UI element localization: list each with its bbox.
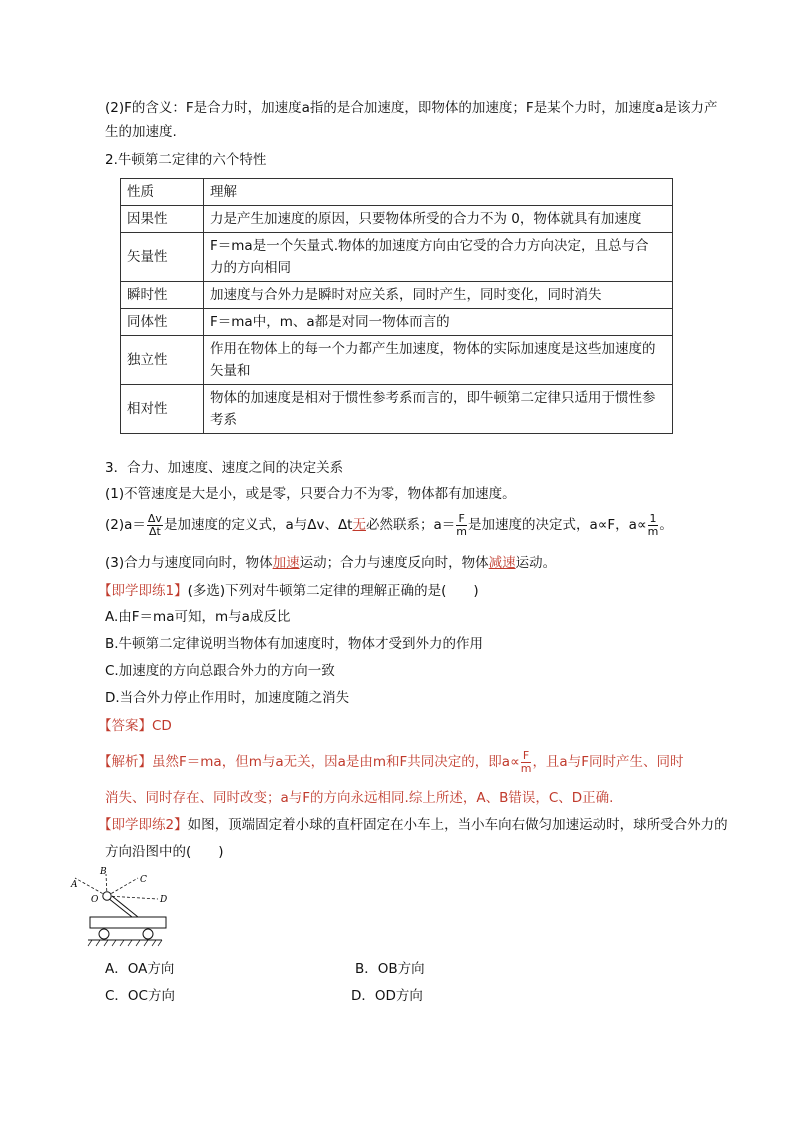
- wheel-right: [143, 929, 153, 939]
- para-2-line-1: (2)F的含义：F是合力时，加速度a指的是合加速度，即物体的加速度；F是某个力时，加速度a是该力产: [105, 100, 718, 116]
- property-desc: [204, 282, 673, 309]
- question-tag: 【即学即练2】: [98, 817, 188, 833]
- fraction-denominator: Δt: [149, 524, 161, 538]
- label-b: B: [100, 867, 107, 877]
- properties-table: [120, 178, 673, 434]
- question-1-stem: [98, 581, 479, 601]
- property-desc: [204, 206, 673, 233]
- question-2-option-b: B．OB方向: [355, 961, 425, 977]
- property-name: 矢量性: [121, 233, 204, 282]
- fraction-f-m: [521, 750, 532, 775]
- property-name: 独立性: [121, 336, 204, 385]
- property-name: 同体性: [121, 309, 204, 336]
- table-row: [121, 336, 673, 385]
- fraction-numerator: F: [456, 513, 467, 526]
- section-3-item-3: [105, 553, 556, 573]
- property-desc-line: 力的方向相同: [210, 260, 291, 276]
- question-text: (多选)下列对牛顿第二定律的理解正确的是( ): [187, 583, 479, 599]
- text-run: (3)合力与速度同向时，物体: [105, 555, 273, 571]
- section-3-title: 3．合力、加速度、速度之间的决定关系: [105, 460, 344, 476]
- fraction-dv-dt: [147, 513, 163, 538]
- question-1-option-d: D.当合外力停止作用时，加速度随之消失: [105, 690, 350, 706]
- text-run: ，且a与F同时产生、同时: [532, 754, 684, 770]
- property-desc-line: 加速度与合外力是瞬时对应关系，同时产生，同时变化，同时消失: [210, 287, 602, 303]
- property-desc-line: F＝ma中，m、a都是对同一物体而言的: [210, 314, 450, 330]
- property-desc: [204, 385, 673, 434]
- property-desc-line: 矢量和: [210, 363, 251, 379]
- property-desc-line: F＝ma是一个矢量式.物体的加速度方向由它受的合力方向决定，且总与合: [210, 238, 649, 254]
- property-desc: [204, 309, 673, 336]
- text-run: 虽然F＝ma，但m与a无关，因a是由m和F共同决定的，即a∝: [152, 754, 520, 770]
- text-run: 运动。: [515, 555, 557, 571]
- label-a: A: [71, 880, 78, 890]
- question-text: 如图，顶端固定着小球的直杆固定在小车上，当小车向右做匀加速运动时，球所受合外力的: [187, 817, 728, 833]
- label-d: D: [160, 895, 168, 905]
- table-header: 性质: [121, 179, 204, 206]
- fraction-numerator: Δv: [147, 511, 162, 525]
- property-desc: [204, 233, 673, 282]
- cart-rod-ball-figure: [70, 866, 180, 952]
- question-2-option-d: D．OD方向: [351, 988, 423, 1004]
- question-1-answer: [98, 716, 172, 736]
- table-row: [121, 233, 673, 282]
- fraction-denominator: m: [647, 524, 659, 538]
- section-3-item-2: [105, 512, 673, 538]
- fraction-numerator: F: [521, 750, 532, 763]
- fraction-denominator: m: [520, 761, 532, 775]
- property-desc-line: 物体的加速度是相对于惯性参考系而言的，即牛顿第二定律只适用于惯性参: [210, 390, 656, 406]
- question-1-analysis-line-1: [98, 748, 683, 776]
- table-header: 理解: [204, 179, 673, 206]
- direction-a-line: [75, 878, 107, 896]
- property-desc-line: 作用在物体上的每一个力都产生加速度，物体的实际加速度是这些加速度的: [210, 341, 656, 357]
- question-2-stem-line-2: 方向沿图中的( ): [105, 844, 224, 860]
- fraction-numerator: 1: [649, 511, 657, 525]
- wheel-left: [99, 929, 109, 939]
- question-1-option-c: C.加速度的方向总跟合外力的方向一致: [105, 663, 335, 679]
- answer-value: CD: [152, 718, 172, 734]
- table-header-row: [121, 179, 673, 206]
- cart-body: [90, 917, 166, 928]
- text-run: 必然联系；a＝: [365, 517, 456, 533]
- question-tag: 【即学即练1】: [98, 583, 188, 599]
- rod-line-2: [112, 896, 138, 917]
- ground-hatching: [88, 940, 162, 946]
- underlined-text: 加速: [272, 555, 300, 571]
- label-o: O: [91, 895, 99, 905]
- property-name: 因果性: [121, 206, 204, 233]
- para-2-line-2: 生的加速度.: [105, 124, 177, 140]
- underlined-text: 无: [352, 517, 366, 533]
- property-desc-line: 考系: [210, 412, 237, 428]
- fraction-f-m: [456, 513, 467, 538]
- table-row: [121, 309, 673, 336]
- property-desc: [204, 336, 673, 385]
- question-2-option-a: A．OA方向: [105, 961, 175, 977]
- underlined-text: 减速: [488, 555, 516, 571]
- answer-tag: 【答案】: [98, 718, 152, 734]
- property-desc-line: 力是产生加速度的原因，只要物体所受的合力不为 0，物体就具有加速度: [210, 211, 642, 227]
- section-3-item-1: (1)不管速度是大是小，或是零，只要合力不为零，物体都有加速度。: [105, 486, 516, 502]
- question-1-option-a: A.由F＝ma可知，m与a成反比: [105, 609, 291, 625]
- question-1-option-b: B.牛顿第二定律说明当物体有加速度时，物体才受到外力的作用: [105, 636, 484, 652]
- ball: [103, 892, 111, 900]
- fraction-1-m: [648, 513, 659, 538]
- question-2-option-c: C．OC方向: [105, 988, 175, 1004]
- text-run: 运动；合力与速度反向时，物体: [299, 555, 489, 571]
- fraction-denominator: m: [456, 524, 467, 538]
- property-name: 相对性: [121, 385, 204, 434]
- question-2-stem-line-1: [98, 815, 728, 835]
- label-c: C: [140, 875, 147, 885]
- question-1-analysis-line-2: 消失、同时存在、同时改变；a与F的方向永远相同.综上所述，A、B错误，C、D正确.: [105, 790, 614, 806]
- property-name: 瞬时性: [121, 282, 204, 309]
- text-run: (2)a＝: [105, 517, 146, 533]
- text-run: 。: [659, 517, 673, 533]
- section-2-title: 2.牛顿第二定律的六个特性: [105, 152, 267, 168]
- table-row: [121, 282, 673, 309]
- table-row: [121, 385, 673, 434]
- table-row: [121, 206, 673, 233]
- text-run: 是加速度的定义式，a与Δv、Δt: [163, 517, 353, 533]
- direction-c-line: [107, 878, 138, 896]
- text-run: 是加速度的决定式，a∝F，a∝: [467, 517, 647, 533]
- rod-line-1: [108, 898, 132, 917]
- analysis-tag: 【解析】: [98, 754, 152, 770]
